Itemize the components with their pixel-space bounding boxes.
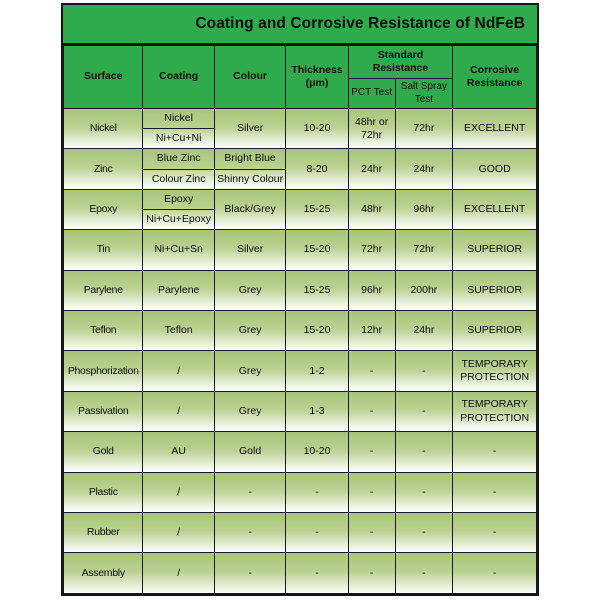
cell-surface: Rubber: [64, 513, 143, 553]
cell-salt-spray: -: [395, 351, 453, 391]
cell-surface: Phosphorization: [64, 351, 143, 391]
table-row-parylene: [64, 270, 537, 310]
table-row-gold: [64, 432, 537, 472]
cell-colour-top: Bright Blue: [214, 149, 285, 169]
coating-table-container: [61, 3, 539, 596]
cell-coating-bottom: Ni+Cu+Ni: [143, 129, 214, 149]
cell-surface: Plastic: [64, 472, 143, 512]
table-row-epoxy: [64, 189, 537, 229]
cell-pct: 24hr: [348, 149, 395, 189]
col-header-standard-resistance: Standard Resistance: [348, 46, 453, 79]
col-header-corrosive-resistance: Corrosive Resistance: [453, 46, 537, 109]
cell-colour: Grey: [214, 311, 285, 351]
cell-colour: -: [214, 472, 285, 512]
cell-surface: Epoxy: [64, 189, 143, 229]
cell-corrosive: SUPERIOR: [453, 230, 537, 270]
table-row-phosphorization: [64, 351, 537, 391]
cell-pct: 12hr: [348, 311, 395, 351]
cell-corrosive: EXCELLENT: [453, 109, 537, 149]
cell-salt-spray: 72hr: [395, 109, 453, 149]
cell-surface: Tin: [64, 230, 143, 270]
cell-pct: -: [348, 432, 395, 472]
cell-thickness: 1-2: [286, 351, 348, 391]
cell-thickness: 15-25: [286, 270, 348, 310]
cell-thickness: 15-20: [286, 311, 348, 351]
cell-thickness: 10-20: [286, 109, 348, 149]
cell-pct: 72hr: [348, 230, 395, 270]
cell-pct: -: [348, 513, 395, 553]
col-header-thickness: Thickness (μm): [286, 46, 348, 109]
cell-coating-top: Epoxy: [143, 189, 214, 209]
cell-pct: 48hr: [348, 189, 395, 229]
cell-corrosive: TEMPORARY PROTECTION: [453, 351, 537, 391]
cell-corrosive: -: [453, 472, 537, 512]
cell-thickness: -: [286, 513, 348, 553]
cell-corrosive: -: [453, 553, 537, 594]
cell-colour: Black/Grey: [214, 189, 285, 229]
table-row-tin: [64, 230, 537, 270]
cell-corrosive: -: [453, 432, 537, 472]
cell-surface: Gold: [64, 432, 143, 472]
cell-corrosive: GOOD: [453, 149, 537, 189]
cell-salt-spray: -: [395, 472, 453, 512]
cell-coating: /: [143, 472, 214, 512]
cell-pct: -: [348, 472, 395, 512]
cell-colour-bottom: Shinny Colour: [214, 169, 285, 189]
cell-salt-spray: -: [395, 553, 453, 594]
col-header-colour: Colour: [214, 46, 285, 109]
cell-colour: Silver: [214, 109, 285, 149]
cell-salt-spray: 96hr: [395, 189, 453, 229]
cell-colour: Silver: [214, 230, 285, 270]
cell-thickness: -: [286, 472, 348, 512]
cell-coating: /: [143, 391, 214, 431]
col-header-salt-spray-test: Salt Spray Test: [395, 79, 453, 109]
cell-coating: Teflon: [143, 311, 214, 351]
table-row-rubber: [64, 513, 537, 553]
cell-salt-spray: -: [395, 391, 453, 431]
cell-thickness: 15-20: [286, 230, 348, 270]
cell-surface: Assembly: [64, 553, 143, 594]
cell-salt-spray: -: [395, 513, 453, 553]
table-row-plastic: [64, 472, 537, 512]
cell-salt-spray: 200hr: [395, 270, 453, 310]
table-header: [64, 46, 537, 109]
cell-coating: /: [143, 553, 214, 594]
table-row-assembly: [64, 553, 537, 594]
cell-coating: Ni+Cu+Sn: [143, 230, 214, 270]
cell-corrosive: SUPERIOR: [453, 311, 537, 351]
cell-coating: /: [143, 513, 214, 553]
cell-corrosive: SUPERIOR: [453, 270, 537, 310]
cell-coating-top: Blue Zinc: [143, 149, 214, 169]
cell-corrosive: EXCELLENT: [453, 189, 537, 229]
cell-surface: Teflon: [64, 311, 143, 351]
coating-table: [63, 45, 537, 594]
col-header-coating: Coating: [143, 46, 214, 109]
cell-thickness: 10-20: [286, 432, 348, 472]
table-row-nickel: [64, 109, 537, 149]
cell-pct: 48hr or 72hr: [348, 109, 395, 149]
col-header-pct-test: PCT Test: [348, 79, 395, 109]
cell-colour: Grey: [214, 270, 285, 310]
cell-coating-bottom: Ni+Cu+Epoxy: [143, 210, 214, 230]
cell-colour: Grey: [214, 351, 285, 391]
cell-surface: Zinc: [64, 149, 143, 189]
col-header-surface: Surface: [64, 46, 143, 109]
cell-surface: Nickel: [64, 109, 143, 149]
cell-salt-spray: 72hr: [395, 230, 453, 270]
cell-salt-spray: 24hr: [395, 311, 453, 351]
cell-pct: -: [348, 351, 395, 391]
cell-salt-spray: -: [395, 432, 453, 472]
cell-corrosive: TEMPORARY PROTECTION: [453, 391, 537, 431]
cell-thickness: 1-3: [286, 391, 348, 431]
cell-pct: 96hr: [348, 270, 395, 310]
cell-coating: /: [143, 351, 214, 391]
cell-thickness: 15-25: [286, 189, 348, 229]
cell-salt-spray: 24hr: [395, 149, 453, 189]
cell-coating-bottom: Colour Zinc: [143, 169, 214, 189]
cell-pct: -: [348, 553, 395, 594]
cell-coating: AU: [143, 432, 214, 472]
cell-surface: Passivation: [64, 391, 143, 431]
table-row-zinc: [64, 149, 537, 189]
cell-thickness: 8-20: [286, 149, 348, 189]
cell-colour: Gold: [214, 432, 285, 472]
cell-coating: Parylene: [143, 270, 214, 310]
table-row-passivation: [64, 391, 537, 431]
table-title: Coating and Corrosive Resistance of NdFeB: [63, 5, 537, 45]
cell-colour: -: [214, 513, 285, 553]
cell-colour: -: [214, 553, 285, 594]
cell-surface: Parylene: [64, 270, 143, 310]
cell-thickness: -: [286, 553, 348, 594]
cell-corrosive: -: [453, 513, 537, 553]
cell-coating-top: Nickel: [143, 109, 214, 129]
cell-pct: -: [348, 391, 395, 431]
table-row-teflon: [64, 311, 537, 351]
cell-colour: Grey: [214, 391, 285, 431]
